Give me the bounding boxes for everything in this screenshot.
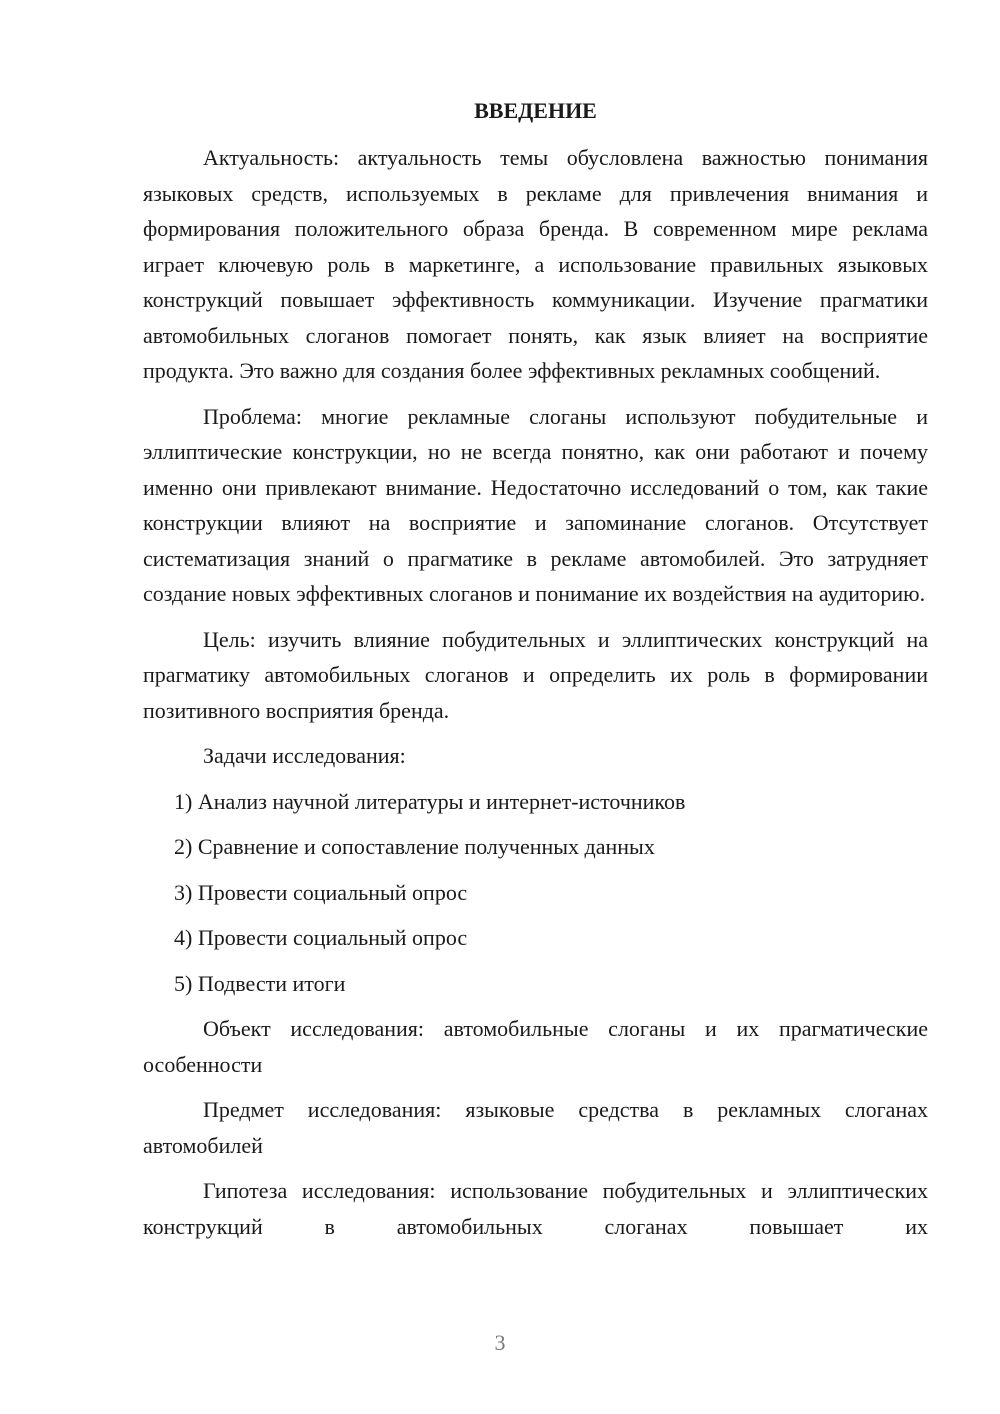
paragraph-problem: Проблема: многие рекламные слоганы используют побудительные и эллиптические конструкции, но не всегда понятно, как они работают и почему именно они привлекают внимание. Недостаточно исследований о том, как такие конструкции влияют на восприятие и запоминание слоганов. Отсутствует систематизация знаний о прагматике в рекламе автомобилей. Это затрудняет создание новых эффективных слоганов и понимание их воздействия на аудиторию. — [143, 403, 928, 606]
section-title: ВВЕДЕНИЕ — [474, 98, 597, 123]
task-item-4: 4) Провести социальный опрос — [174, 925, 468, 950]
document-body — [143, 93, 928, 1254]
tasks-heading: Задачи исследования: — [203, 743, 406, 768]
page-number: 3 — [494, 1330, 506, 1355]
task-item-5: 5) Подвести итоги — [174, 970, 346, 996]
paragraph-object: Объект исследования: автомобильные слоганы и их прагматические особенности — [143, 1016, 928, 1077]
paragraph-hypothesis: Гипотеза исследования: использование побудительных и эллиптических конструкций в автомобильных слоганах повышает их — [143, 1178, 928, 1239]
task-item-3: 3) Провести социальный опрос — [174, 879, 468, 905]
paragraph-relevance: Актуальность: актуальность темы обусловлена важностью понимания языковых средств, используемых в рекламе для привлечения внимания и формирования положительного образа бренда. В современном мире реклама играет ключевую роль в маркетинге, а использование правильных языковых конструкций повышает эффективность коммуникации. Изучение прагматики автомобильных слоганов помогает понять, как язык влияет на восприятие продукта. Это важно для создания более эффективных рекламных сообщений. — [143, 145, 928, 383]
paragraph-subject: Предмет исследования: языковые средства в рекламных слоганах автомобилей — [143, 1097, 928, 1158]
paragraph-goal: Цель: изучить влияние побудительных и эллиптических конструкций на прагматику автомобильных слоганов и определить их роль в формировании позитивного восприятия бренда. — [143, 626, 928, 723]
task-item-1: 1) Анализ научной литературы и интернет-источников — [174, 788, 686, 814]
task-item-2: 2) Сравнение и сопоставление полученных данных — [174, 834, 655, 859]
